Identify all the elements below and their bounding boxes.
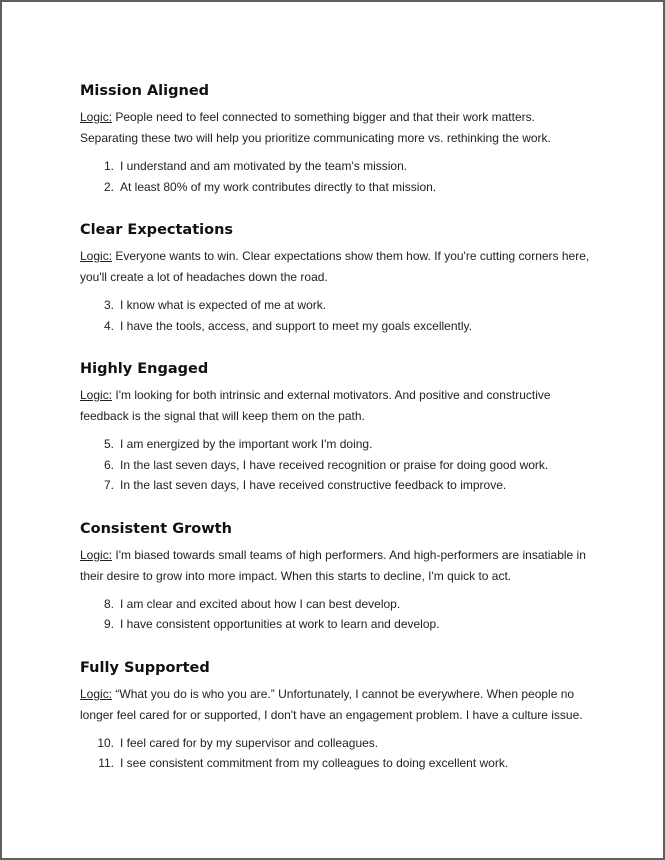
- logic-label: Logic:: [80, 686, 113, 701]
- item-number: 4.: [103, 318, 114, 333]
- section-logic: [80, 107, 590, 149]
- list-item: [80, 753, 590, 774]
- section-logic: [80, 246, 590, 288]
- section-fully-supported: [80, 657, 590, 774]
- logic-label: Logic:: [80, 547, 113, 562]
- list-item: [80, 475, 590, 496]
- question-list: [80, 594, 590, 635]
- item-text: At least 80% of my work contributes directly to that mission.: [120, 179, 437, 194]
- item-text: I see consistent commitment from my colleagues to doing excellent work.: [120, 756, 509, 770]
- logic-text: Everyone wants to win. Clear expectations show them how. If you're cutting corners here, you'll create a lot of headaches down the road.: [80, 249, 590, 284]
- section-clear-expectations: [80, 219, 590, 336]
- item-number: 3.: [103, 298, 114, 312]
- question-list: [80, 156, 590, 197]
- item-text: I have consistent opportunities at work to learn and develop.: [120, 617, 440, 631]
- section-logic: [80, 545, 590, 587]
- section-title: Highly Engaged: [80, 361, 209, 377]
- list-item: [80, 177, 590, 198]
- section-logic: [80, 684, 590, 726]
- logic-label: Logic:: [80, 110, 113, 124]
- section-consistent-growth: [80, 518, 590, 635]
- item-number: 8.: [103, 596, 114, 611]
- item-text: I have the tools, access, and support to meet my goals excellently.: [120, 318, 472, 333]
- section-title: Consistent Growth: [80, 520, 232, 537]
- item-number: 9.: [103, 617, 114, 631]
- logic-label: Logic:: [80, 388, 113, 402]
- question-list: [80, 434, 590, 496]
- logic-label: Logic:: [80, 249, 113, 263]
- section-highly-engaged: [80, 358, 590, 496]
- item-number: 10.: [97, 735, 114, 750]
- item-text: I am clear and excited about how I can best develop.: [120, 596, 401, 611]
- item-number: 11.: [98, 756, 114, 770]
- logic-text: I'm biased towards small teams of high performers. And high-performers are insatiable in their desire to grow into more impact. When this starts to decline, I'm quick to act.: [80, 547, 586, 583]
- list-item: [80, 156, 590, 177]
- item-number: 2.: [103, 179, 114, 194]
- list-item: [80, 295, 590, 316]
- item-text: I feel cared for by my supervisor and colleagues.: [120, 735, 379, 750]
- section-title: Mission Aligned: [80, 83, 210, 99]
- list-item: [80, 434, 590, 455]
- document-content: [80, 80, 590, 796]
- logic-text: I'm looking for both intrinsic and external motivators. And positive and constructive feedback is the signal that will keep them on the path.: [80, 388, 551, 423]
- item-number: 1.: [103, 159, 114, 173]
- list-item: [80, 316, 590, 337]
- logic-text: People need to feel connected to something bigger and that their work matters. Separating these two will help you prioritize communicating more vs. rethinking the work.: [80, 110, 551, 145]
- list-item: [80, 455, 590, 476]
- logic-text: “What you do is who you are.” Unfortunately, I cannot be everywhere. When people no longer feel cared for or supported, I don't have an engagement problem. I have a culture issue.: [80, 686, 583, 722]
- item-number: 6.: [103, 457, 114, 472]
- item-text: In the last seven days, I have received constructive feedback to improve.: [120, 478, 507, 492]
- section-mission-aligned: [80, 80, 590, 197]
- section-title: Fully Supported: [80, 659, 210, 676]
- item-text: I am energized by the important work I'm doing.: [120, 437, 373, 451]
- section-title: Clear Expectations: [80, 222, 234, 238]
- item-text: In the last seven days, I have received recognition or praise for doing good work.: [120, 457, 549, 472]
- item-number: 7.: [103, 478, 114, 492]
- question-list: [80, 733, 590, 774]
- item-number: 5.: [103, 437, 114, 451]
- list-item: [80, 733, 590, 754]
- section-logic: [80, 385, 590, 427]
- item-text: I understand and am motivated by the team's mission.: [120, 159, 408, 173]
- question-list: [80, 295, 590, 336]
- list-item: [80, 614, 590, 635]
- item-text: I know what is expected of me at work.: [120, 298, 327, 312]
- list-item: [80, 594, 590, 615]
